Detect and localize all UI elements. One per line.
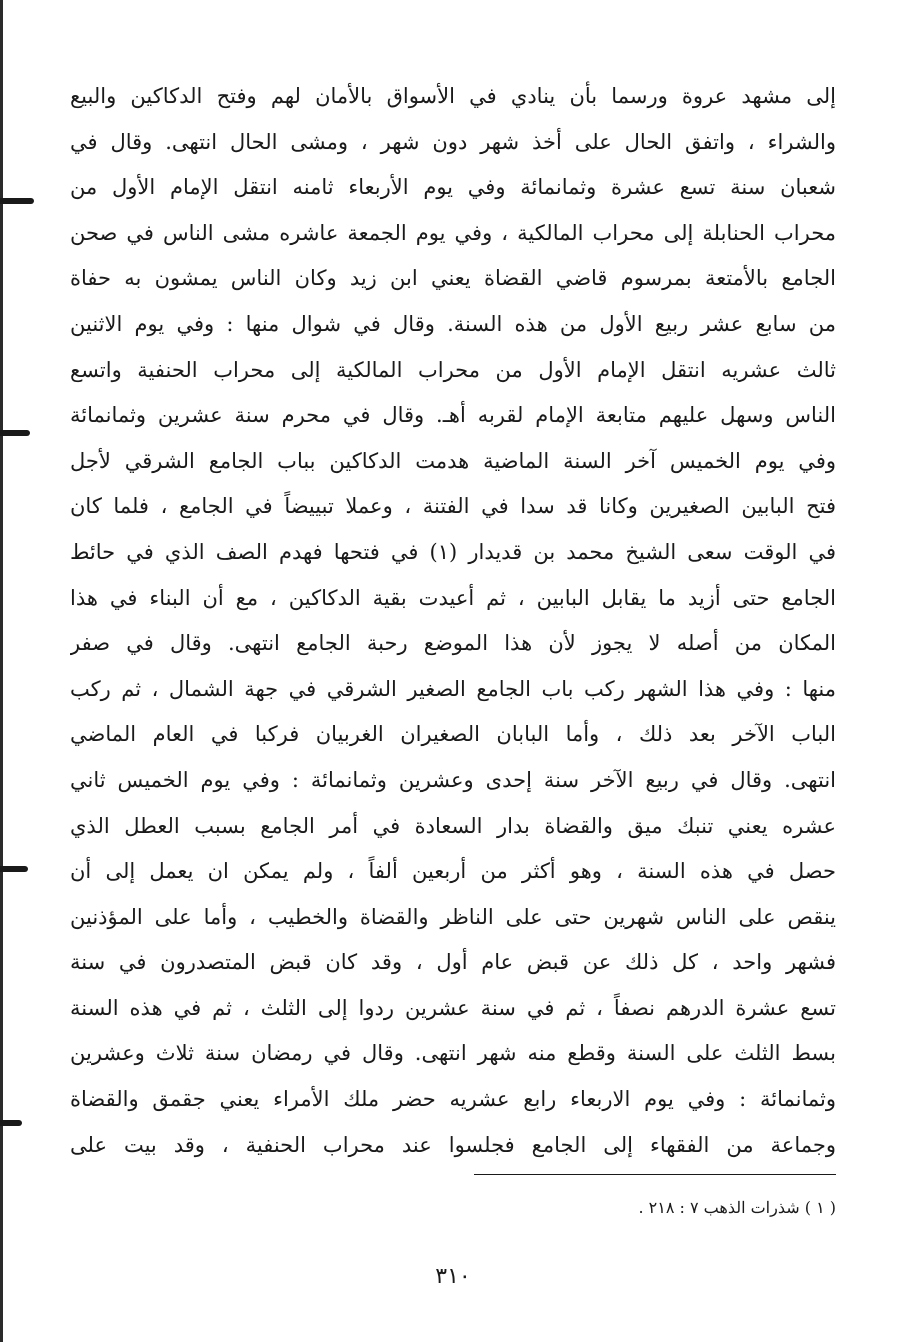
text-line: ثالث عشريه انتقل الإمام الأول من محراب المالكية إلى محراب الحنفية واتسع bbox=[70, 357, 836, 382]
text-line: والشراء ، واتفق الحال على أخذ شهر دون شهر ، ومشى الحال انتهى. وقال في bbox=[70, 129, 836, 154]
text-line: وثمانمائة : وفي يوم الاربعاء رابع عشريه حضر ملك الأمراء يعني جقمق والقضاة bbox=[70, 1087, 836, 1112]
text-line: محراب الحنابلة إلى محراب المالكية ، وفي يوم الجمعة عاشره مشى الناس في صحن bbox=[70, 220, 836, 245]
footnote-divider bbox=[474, 1174, 836, 1175]
page-number: ٣١٠ bbox=[435, 1264, 471, 1289]
text-line: الجامع بالأمتعة بمرسوم قاضي القضاة يعني ابن زيد وكان الناس يمشون به حفاة bbox=[70, 266, 836, 291]
text-line: فشهر واحد ، كل ذلك عن قبض عام أول ، وقد كان قبض المتصدرون في سنة bbox=[70, 950, 836, 975]
text-line: انتهى. وقال في ربيع الآخر سنة إحدى وعشرين وثمانمائة : وفي يوم الخميس ثاني bbox=[70, 767, 836, 792]
margin-mark bbox=[0, 430, 30, 436]
text-line: إلى مشهد عروة ورسما بأن ينادي في الأسواق بالأمان لهم وفتح الدكاكين والبيع bbox=[70, 84, 836, 108]
text-line: بسط الثلث على السنة وقطع منه شهر انتهى. وقال في رمضان سنة ثلاث وعشرين bbox=[70, 1041, 836, 1066]
text-line: الباب الآخر بعد ذلك ، وأما البابان الصغيران الغربيان فركبا في العام الماضي bbox=[70, 722, 836, 747]
text-line: منها : وفي هذا الشهر ركب باب الجامع الصغير الشرقي في جهة الشمال ، ثم ركب bbox=[70, 676, 836, 701]
text-line: الناس وسهل عليهم متابعة الإمام لقربه أهـ. وقال في محرم سنة عشرين وثمانمائة bbox=[70, 403, 836, 428]
text-line: ينقص على الناس شهرين حتى على الناظر والقضاة والخطيب ، وأما على المؤذنين bbox=[70, 904, 836, 929]
text-line: عشره يعني تنبك ميق والقضاة بدار السعادة في أمر الجامع بسبب العطل الذي bbox=[70, 813, 836, 838]
text-line: وجماعة من الفقهاء إلى الجامع فجلسوا عند محراب الحنفية ، وقد بيت على bbox=[70, 1132, 836, 1157]
text-line: حصل في هذه السنة ، وهو أكثر من أربعين ألفاً ، ولم يمكن ان يعمل إلى أن bbox=[70, 859, 836, 884]
text-line: المكان من أصله لا يجوز لأن هذا الموضع رحبة الجامع انتهى. وقال في صفر bbox=[70, 631, 836, 656]
text-line: الجامع حتى أزيد ما يقابل البابين ، ثم أعيدت بقية الدكاكين ، مع أن البناء في هذا bbox=[70, 585, 836, 610]
text-line: وفي يوم الخميس آخر السنة الماضية هدمت الدكاكين بباب الجامع الشرقي لأجل bbox=[70, 448, 836, 473]
margin-mark bbox=[0, 198, 34, 204]
margin-mark bbox=[0, 866, 28, 872]
text-line: شعبان سنة تسع عشرة وثمانمائة وفي يوم الأربعاء ثامنه انتقل الإمام الأول من bbox=[70, 175, 836, 200]
margin-mark bbox=[0, 1120, 22, 1126]
text-line: من سابع عشر ربيع الأول من هذه السنة. وقال في شوال منها : وفي يوم الاثنين bbox=[70, 311, 836, 336]
text-line: تسع عشرة الدرهم نصفاً ، ثم في سنة عشرين ردوا إلى الثلث ، ثم في هذه السنة bbox=[70, 995, 836, 1020]
text-line: في الوقت سعى الشيخ محمد بن قديدار (١) في فتحها فهدم الصف الذي في حائط bbox=[70, 539, 836, 564]
main-text bbox=[70, 74, 836, 1168]
text-line: فتح البابين الصغيرين وكانا قد سدا في الفتنة ، وعملا تبييضاً في الجامع ، فلما كان bbox=[70, 494, 836, 519]
footnote: ( ١ ) شذرات الذهب ٧ : ٢١٨ . bbox=[638, 1198, 836, 1217]
